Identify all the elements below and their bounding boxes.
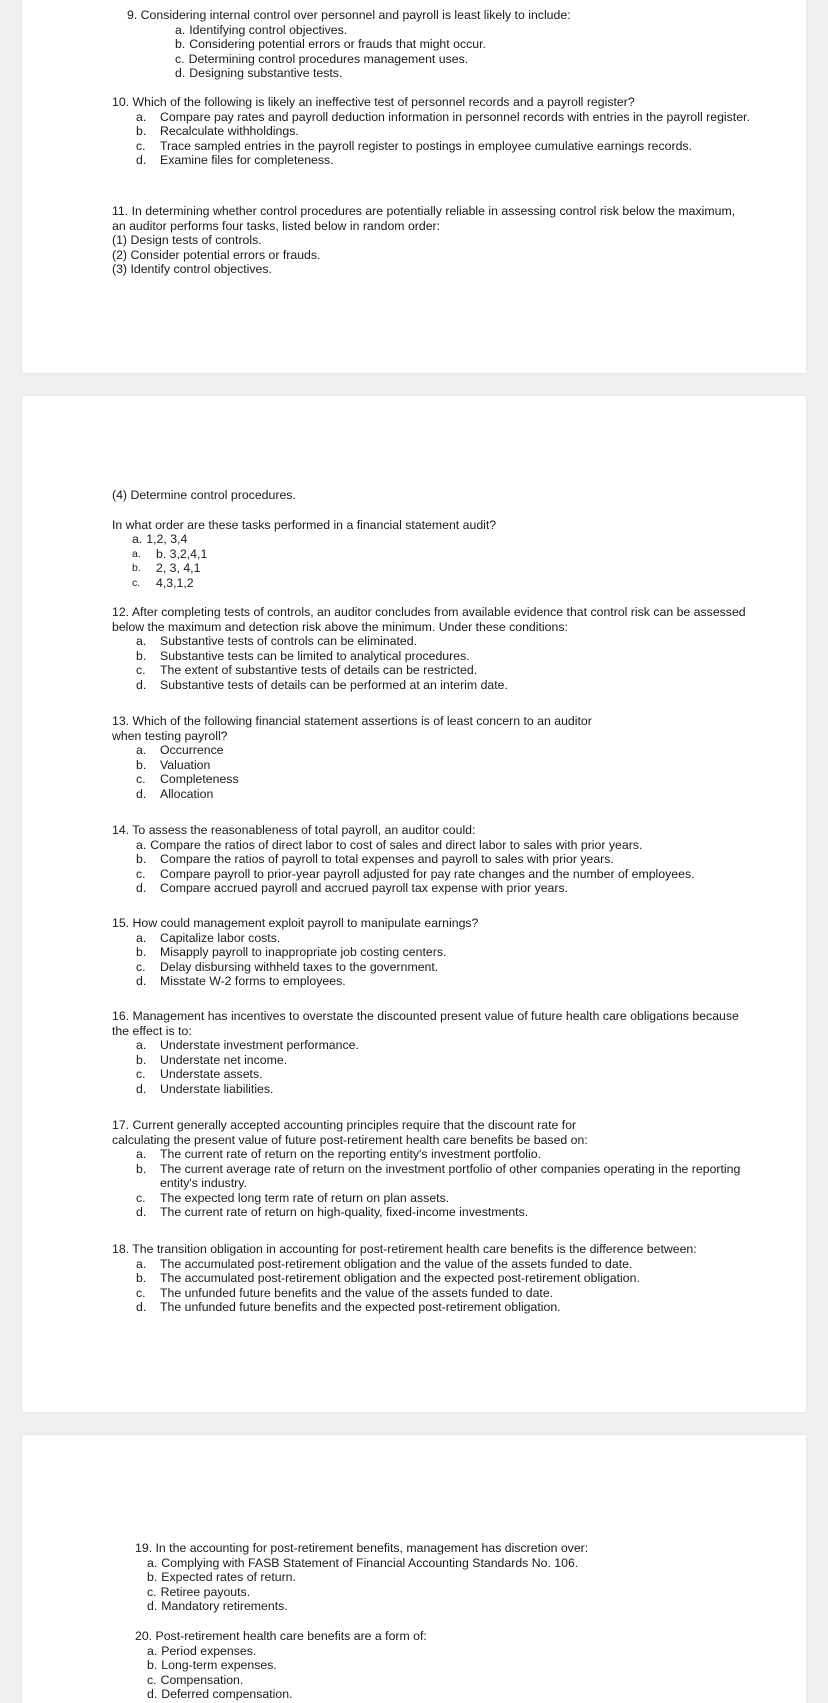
option: c. Understate assets. bbox=[136, 1067, 263, 1081]
option: d. Substantive tests of details can be performed at an interim date. bbox=[136, 677, 508, 692]
question-text: 14. To assess the reasonableness of total payroll, an auditor could: bbox=[112, 823, 476, 837]
question-17 bbox=[112, 1118, 752, 1220]
question-text: 12. After completing tests of controls, an auditor concludes from available evidence that control risk can be assessed below the maximum and detection risk above the minimum. Under these conditions: bbox=[112, 605, 746, 634]
option: c. Retiree payouts. bbox=[147, 1584, 251, 1599]
option: a. b. 3,2,4,1 bbox=[132, 546, 208, 561]
question-13 bbox=[112, 714, 752, 801]
question-14 bbox=[112, 823, 752, 896]
options-list bbox=[112, 532, 752, 590]
option: d. The unfunded future benefits and the expected post-retirement obligation. bbox=[136, 1300, 561, 1314]
option: b. The current average rate of return on the investment portfolio of other companies operating in the reporting entity's industry. bbox=[136, 1161, 741, 1190]
question-16 bbox=[112, 1009, 752, 1096]
options-list bbox=[112, 1038, 752, 1096]
option: c. Compare payroll to prior-year payroll adjusted for pay rate changes and the number of employees. bbox=[136, 866, 695, 881]
task-item: (4) Determine control procedures. bbox=[112, 488, 296, 502]
document-page-1 bbox=[22, 0, 806, 373]
question-11 bbox=[112, 204, 752, 277]
options-list bbox=[112, 931, 752, 989]
option: d. The current rate of return on high-quality, fixed-income investments. bbox=[136, 1205, 529, 1219]
question-11-continued bbox=[112, 488, 752, 590]
option: a. Complying with FASB Statement of Financial Accounting Standards No. 106. bbox=[147, 1555, 579, 1570]
option: d. Designing substantive tests. bbox=[175, 66, 343, 80]
question-20 bbox=[135, 1629, 735, 1702]
option: b. Considering potential errors or frauds that might occur. bbox=[175, 37, 486, 51]
question-text: 9. Considering internal control over personnel and payroll is least likely to include: bbox=[127, 8, 571, 22]
options-list bbox=[112, 634, 752, 692]
question-text: 20. Post-retirement health care benefits are a form of: bbox=[135, 1629, 427, 1643]
question-prompt: In what order are these tasks performed in a financial statement audit? bbox=[112, 517, 497, 532]
option: d. Understate liabilities. bbox=[136, 1081, 274, 1096]
question-9 bbox=[127, 8, 747, 81]
question-text: 10. Which of the following is likely an ineffective test of personnel records and a payroll register? bbox=[112, 95, 635, 109]
option: c. The unfunded future benefits and the value of the assets funded to date. bbox=[136, 1285, 554, 1300]
option: d. Examine files for completeness. bbox=[136, 153, 334, 167]
option: a. The current rate of return on the reporting entity's investment portfolio. bbox=[136, 1147, 542, 1161]
option: d. Compare accrued payroll and accrued payroll tax expense with prior years. bbox=[136, 881, 569, 895]
option: c. Completeness bbox=[136, 772, 239, 786]
option: c. Trace sampled entries in the payroll register to postings in employee cumulative earnings records. bbox=[136, 138, 692, 153]
document-page-2 bbox=[22, 396, 806, 1412]
question-text: 16. Management has incentives to overstate the discounted present value of future health care obligations because the effect is to: bbox=[112, 1009, 739, 1038]
option: b. Substantive tests can be limited to analytical procedures. bbox=[136, 648, 470, 663]
option: d. Misstate W-2 forms to employees. bbox=[136, 974, 346, 988]
question-text: 11. In determining whether control procedures are potentially reliable in assessing control risk below the maximum, an auditor performs four tasks, listed below in random order: bbox=[112, 204, 736, 233]
option: b. Expected rates of return. bbox=[147, 1570, 296, 1584]
question-18 bbox=[112, 1242, 752, 1315]
option: c. The expected long term rate of return on plan assets. bbox=[136, 1190, 450, 1205]
option: a. Period expenses. bbox=[147, 1643, 257, 1658]
options-list bbox=[127, 23, 747, 81]
option: c. Delay disbursing withheld taxes to the government. bbox=[136, 959, 439, 974]
options-list bbox=[112, 743, 752, 801]
option: b. Long-term expenses. bbox=[147, 1658, 277, 1672]
question-text: 18. The transition obligation in accounting for post-retirement health care benefits is the difference between: bbox=[112, 1242, 697, 1256]
question-text: 13. Which of the following financial statement assertions is of least concern to an auditor when testing payroll? bbox=[112, 714, 592, 743]
option: c. 4,3,1,2 bbox=[132, 575, 194, 590]
task-item: (1) Design tests of controls. bbox=[112, 233, 262, 247]
options-list bbox=[112, 838, 752, 896]
option: a. Compare the ratios of direct labor to cost of sales and direct labor to sales with prior years. bbox=[136, 837, 643, 852]
task-item: (2) Consider potential errors or frauds. bbox=[112, 247, 321, 262]
option: b. 2, 3, 4,1 bbox=[132, 561, 201, 575]
question-text: 19. In the accounting for post-retirement benefits, management has discretion over: bbox=[135, 1541, 589, 1555]
option: b. The accumulated post-retirement obligation and the expected post-retirement obligation. bbox=[136, 1271, 640, 1285]
document-page-3 bbox=[22, 1435, 806, 1703]
option: b. Understate net income. bbox=[136, 1052, 288, 1067]
option: a. Substantive tests of controls can be eliminated. bbox=[136, 634, 418, 648]
options-list bbox=[112, 1257, 752, 1315]
option: b. Misapply payroll to inappropriate job costing centers. bbox=[136, 945, 447, 959]
option: c. The extent of substantive tests of details can be restricted. bbox=[136, 663, 478, 677]
option: a. The accumulated post-retirement obligation and the value of the assets funded to date. bbox=[136, 1256, 633, 1271]
option: a. Identifying control objectives. bbox=[175, 22, 348, 37]
options-list bbox=[112, 110, 752, 168]
option: d. Deferred compensation. bbox=[147, 1687, 293, 1701]
option: a. Capitalize labor costs. bbox=[136, 930, 281, 945]
option: a. 1,2, 3,4 bbox=[132, 532, 188, 546]
option: b. Compare the ratios of payroll to total expenses and payroll to sales with prior years. bbox=[136, 852, 614, 866]
option: a. Compare pay rates and payroll deduction information in personnel records with entries in the payroll register. bbox=[136, 109, 750, 124]
question-text: 17. Current generally accepted accounting principles require that the discount rate for calculating the present value of future post-retirement health care benefits be based on: bbox=[112, 1118, 588, 1147]
options-list bbox=[112, 1147, 752, 1220]
option: d. Allocation bbox=[136, 786, 214, 801]
question-15 bbox=[112, 916, 752, 989]
option: a. Occurrence bbox=[136, 743, 224, 757]
task-item: (3) Identify control objectives. bbox=[112, 262, 272, 276]
option: b. Valuation bbox=[136, 757, 211, 772]
options-list bbox=[135, 1556, 735, 1614]
question-text: 15. How could management exploit payroll to manipulate earnings? bbox=[112, 916, 479, 930]
question-10 bbox=[112, 95, 752, 168]
options-list bbox=[135, 1644, 735, 1702]
option: a. Understate investment performance. bbox=[136, 1038, 359, 1052]
question-19 bbox=[135, 1541, 735, 1614]
question-12 bbox=[112, 605, 752, 692]
option: b. Recalculate withholdings. bbox=[136, 124, 299, 138]
option: d. Mandatory retirements. bbox=[147, 1599, 288, 1613]
option: c. Compensation. bbox=[147, 1672, 244, 1687]
option: c. Determining control procedures management uses. bbox=[175, 51, 469, 66]
